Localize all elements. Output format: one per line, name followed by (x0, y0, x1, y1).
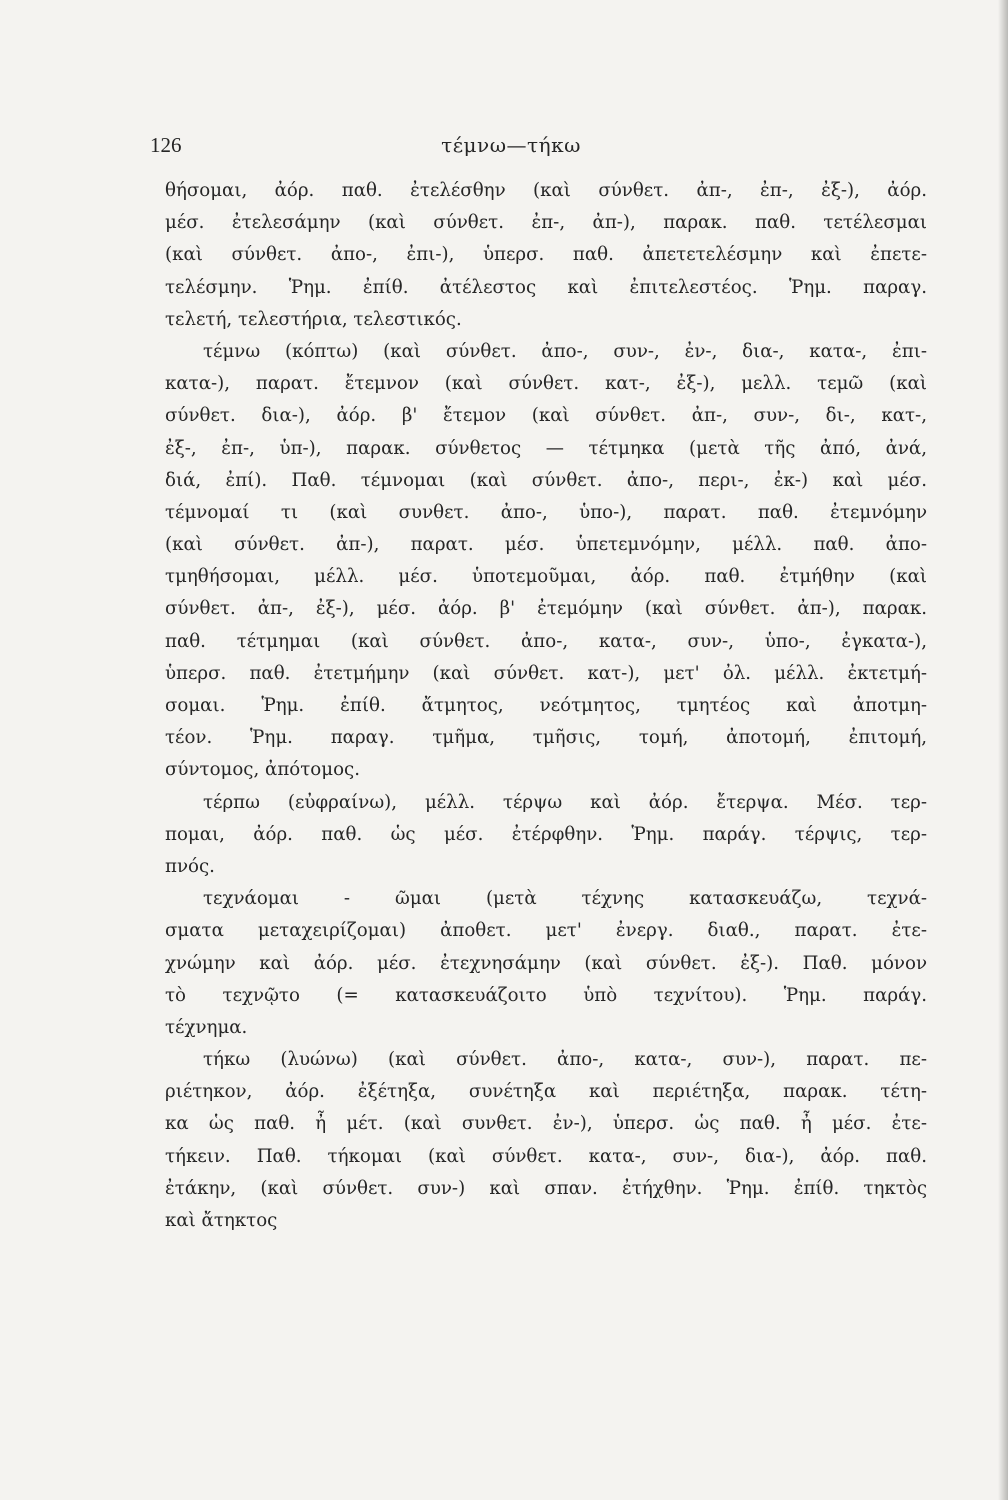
text-line: σομαι. Ῥημ. ἐπίθ. ἄτμητος, νεότμητος, τμητέος καὶ ἀποτμη- (165, 695, 927, 716)
page-edge (998, 0, 1008, 1500)
text-line: (καὶ σύνθετ. ἀπ-), παρατ. μέσ. ὑπετεμνόμην, μέλλ. παθ. ἀπο- (165, 534, 927, 556)
text-line: καὶ ἄτηκτος (165, 1210, 278, 1231)
dictionary-body (165, 175, 927, 1237)
text-line: τέον. Ῥημ. παραγ. τμῆμα, τμῆσις, τομή, ἀποτομή, ἐπιτομή, (165, 727, 927, 749)
page-number: 126 (150, 133, 182, 157)
page-header (150, 133, 872, 163)
text-line: τελετή, τελεστήρια, τελεστικός. (165, 308, 462, 330)
entry-headword-line: τέμνω (κόπτω) (καὶ σύνθετ. ἀπο-, συν-, ἐν-, δια-, κατα-, ἐπι- (203, 340, 927, 362)
text-line: τήκειν. Παθ. τήκομαι (καὶ σύνθετ. κατα-, συν-, δια-), ἀόρ. παθ. (165, 1145, 927, 1167)
running-head: τέμνω—τήκω (441, 133, 581, 157)
text-line: ριέτηκον, ἀόρ. ἐξέτηξα, συνέτηξα καὶ περιέτηξα, παρακ. τέτη- (165, 1081, 927, 1103)
text-line: ἐτάκην, (καὶ σύνθετ. συν-) καὶ σπαν. ἐτήχθην. Ῥημ. ἐπίθ. τηκτὸς (165, 1177, 927, 1199)
text-line: (καὶ σύνθετ. ἀπο-, ἐπι-), ὑπερσ. παθ. ἀπετετελέσμην καὶ ἐπετε- (165, 244, 927, 266)
text-line: σύντομος, ἀπότομος. (165, 759, 360, 781)
text-line: τελέσμην. Ῥημ. ἐπίθ. ἀτέλεστος καὶ ἐπιτελεστέος. Ῥημ. παραγ. (165, 276, 927, 298)
entry-headword-line: τήκω (λυώνω) (καὶ σύνθετ. ἀπο-, κατα-, συν-), παρατ. πε- (203, 1049, 927, 1071)
text-line: σύνθετ. ἀπ-, ἐξ-), μέσ. ἀόρ. β' ἐτεμόμην (καὶ σύνθετ. ἀπ-), παρακ. (165, 598, 927, 620)
text-line: σματα μεταχειρίζομαι) ἀποθετ. μετ' ἐνεργ. διαθ., παρατ. ἐτε- (165, 920, 927, 942)
text-line: θήσομαι, ἀόρ. παθ. ἐτελέσθην (καὶ σύνθετ. ἀπ-, ἐπ-, ἐξ-), ἀόρ. (165, 180, 927, 201)
text-line: χνώμην καὶ ἀόρ. μέσ. ἐτεχνησάμην (καὶ σύνθετ. ἐξ-). Παθ. μόνον (165, 952, 927, 974)
text-line: σύνθετ. δια-), ἀόρ. β' ἔτεμον (καὶ σύνθετ. ἀπ-, συν-, δι-, κατ-, (165, 405, 927, 427)
text-line: κα ὡς παθ. ἦ μέτ. (καὶ συνθετ. ἐν-), ὑπερσ. ὡς παθ. ἦ μέσ. ἐτε- (165, 1113, 927, 1135)
entry-headword-line: τέρπω (εὐφραίνω), μέλλ. τέρψω καὶ ἀόρ. ἔτερψα. Μέσ. τερ- (203, 791, 927, 813)
text-line: τέχνημα. (165, 1016, 248, 1038)
text-line: τὸ τεχνῷτο (= κατασκευάζοιτο ὑπὸ τεχνίτου). Ῥημ. παράγ. (165, 984, 927, 1006)
entry-headword-line: τεχνάομαι - ῶμαι (μετὰ τέχνης κατασκευάζω, τεχνά- (203, 888, 927, 910)
text-line: διά, ἐπί). Παθ. τέμνομαι (καὶ σύνθετ. ἀπο-, περι-, ἐκ-) καὶ μέσ. (165, 469, 927, 491)
text-line: τμηθήσομαι, μέλλ. μέσ. ὑποτεμοῦμαι, ἀόρ. παθ. ἐτμήθην (καὶ (165, 566, 927, 588)
text-line: τέμνομαί τι (καὶ συνθετ. ἀπο-, ὑπο-), παρατ. παθ. ἐτεμνόμην (165, 501, 927, 523)
text-line: πνός. (165, 855, 215, 877)
text-line: κατα-), παρατ. ἔτεμνον (καὶ σύνθετ. κατ-, ἐξ-), μελλ. τεμῶ (καὶ (165, 373, 927, 395)
text-line: μέσ. ἐτελεσάμην (καὶ σύνθετ. ἐπ-, ἀπ-), παρακ. παθ. τετέλεσμαι (165, 212, 927, 234)
text-line: πομαι, ἀόρ. παθ. ὡς μέσ. ἐτέρφθην. Ῥημ. παράγ. τέρψις, τερ- (165, 823, 927, 845)
text-line: ἐξ-, ἐπ-, ὑπ-), παρακ. σύνθετος — τέτμηκα (μετὰ τῆς ἀπό, ἀνά, (165, 437, 927, 459)
text-line: παθ. τέτμημαι (καὶ σύνθετ. ἀπο-, κατα-, συν-, ὑπο-, ἐγκατα-), (165, 630, 927, 652)
text-line: ὑπερσ. παθ. ἐτετμήμην (καὶ σύνθετ. κατ-), μετ' ὀλ. μέλλ. ἐκτετμή- (165, 662, 927, 684)
